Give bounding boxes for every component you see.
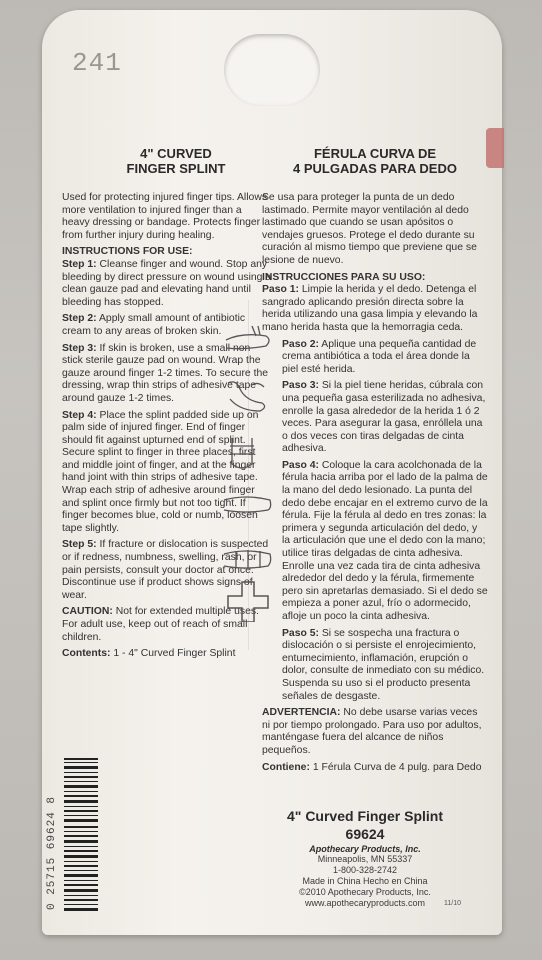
spanish-instructions-heading: INSTRUCCIONES PARA SU USO: xyxy=(262,271,426,283)
spanish-contents: Contiene: 1 Férula Curva de 4 pulg. para Dedo xyxy=(262,761,482,773)
finger-cleanse-icon xyxy=(226,326,269,349)
english-step-1: Step 1: Cleanse finger and wound. Stop any bleeding by direct pressure on wound using a clean gauze pad and elevating hand until bleeding has stopped. xyxy=(62,258,272,308)
spanish-step-1: Paso 1: Limpie la herida y el dedo. Detenga el sangrado aplicando presión directa sobre la herida utilizando una gasa limpia y elevando la mano herida hasta que la hemorragia ceda. xyxy=(262,284,478,333)
finger-gauze-icon xyxy=(230,438,254,468)
product-number: 69624 xyxy=(345,826,385,842)
barcode-digits: 0 25715 69624 8 xyxy=(46,795,58,910)
website: www.apothecaryproducts.com xyxy=(304,898,426,908)
english-step-2: Step 2: Apply small amount of antibiotic cream to any areas of broken skin. xyxy=(62,313,246,337)
pink-tab xyxy=(486,128,504,168)
hang-hole xyxy=(224,34,320,106)
finger-cream-icon xyxy=(228,382,265,411)
spanish-caution: ADVERTENCIA: No debe usarse varias veces ni por tiempo prolongado. Para uso por adultos, manténgase fuera del alcance de niños pequeños. xyxy=(262,707,482,756)
barcode xyxy=(56,756,100,914)
english-step-4: Step 4: Place the splint padded side up on palm side of injured finger. End of finger should fit against upturned end of splint. Secure splint to finger in three places, first and middle joint of finger, and at the finger hand joint with thin strips of adhesive tape. Wrap each strip of adhesive around finger and splint once firmly but not too tight. If finger becomes blue, cold or numb, loosen tape slightly. xyxy=(62,409,259,534)
english-caution: CAUTION: Not for extended multiple uses. For adult use, keep out of reach of small children. xyxy=(62,606,259,643)
finger-splint-icon xyxy=(224,497,271,512)
product-footer xyxy=(250,808,480,909)
english-instructions-heading: INSTRUCTIONS FOR USE: xyxy=(62,246,193,258)
company-city: Minneapolis, MN 55337 xyxy=(317,854,413,864)
date-code: 11/10 xyxy=(444,900,461,907)
lot-stamp: 241 xyxy=(72,48,122,78)
finger-taped-icon xyxy=(224,550,271,569)
spanish-column xyxy=(262,146,488,778)
english-contents: Contents: 1 - 4" Curved Finger Splint xyxy=(62,648,236,660)
company-name: Apothecary Products, Inc. xyxy=(309,844,421,854)
spanish-step-3: Paso 3: Si la piel tiene heridas, cúbrala con una pequeña gasa esterilizada no adhesiva, enrolle la gasa alrededor de la herida 1 ó 2 veces. Para asegurar la gasa, enróllela una o dos veces con tiras delgadas de cinta adhesiva. xyxy=(282,380,486,455)
spanish-intro: Se usa para proteger la punta de un dedo lastimado. Permite mayor ventilación al dedo lastimado que cuando se usan apósitos o vendajes gruesos. Protege el dedo durante su curación al mismo tiempo que previene que se lesione de nuevo. xyxy=(262,192,477,266)
first-aid-cross-icon xyxy=(228,582,268,622)
spanish-title: FÉRULA CURVA DE 4 PULGADAS PARA DEDO xyxy=(293,146,457,176)
product-name: 4" Curved Finger Splint xyxy=(287,808,443,824)
english-title: 4" CURVED FINGER SPLINT xyxy=(126,146,226,176)
spanish-step-4: Paso 4: Coloque la cara acolchonada de la férula hacia arriba por el lado de la palma de la mano del dedo lesionado. La punta del dedo debe encajar en el extremo curvo de la férula. Fije la férula al dedo en tres zonas: la primera y segunda articulación del dedo, y la articulación que une el dedo con la mano; utilice tiras delgadas de cinta adhesiva. Enrolle una vez cada tira de cinta adhesiva alrededor del dedo y la férula, firmemente pero sin apretarlas demasiado. Si el dedo se empieza a poner azul, frío o adormecido, afloje un poco la cinta adhesiva. xyxy=(282,459,488,622)
english-step-3: Step 3: If skin is broken, use a small non-stick sterile gauze pad on wound. Wrap the gauze around finger 1-2 times. To secure the dressing, wrap thin strips of adhesive tape around gauze 1-2 times. xyxy=(62,342,269,404)
instruction-illustrations xyxy=(222,322,274,622)
english-intro: Used for protecting injured finger tips. Allows more ventilation to injured finger than a heavy dressing or bandage. Protects finger from further injury during healing. xyxy=(62,192,268,241)
copyright: ©2010 Apothecary Products, Inc. xyxy=(299,887,431,897)
spanish-step-2: Paso 2: Aplique una pequeña cantidad de crema antibiótica a toda el área donde la piel esté herida. xyxy=(282,338,477,375)
spanish-step-5: Paso 5: Si se sospecha una fractura o dislocación o si persiste el enrojecimiento, entumecimiento, inflamación, erupción o dolor, consulte de inmediato con su médico. Suspenda su uso si el producto presenta señales de desgaste. xyxy=(282,627,485,702)
english-step-5: Step 5: If fracture or dislocation is suspected or if redness, numbness, swelling, rash, or pain persists, consult your doctor at once. Discontinue use if product shows signs of wear. xyxy=(62,539,269,601)
company-phone: 1-800-328-2742 xyxy=(332,865,398,875)
made-in: Made in China Hecho en China xyxy=(302,876,428,886)
